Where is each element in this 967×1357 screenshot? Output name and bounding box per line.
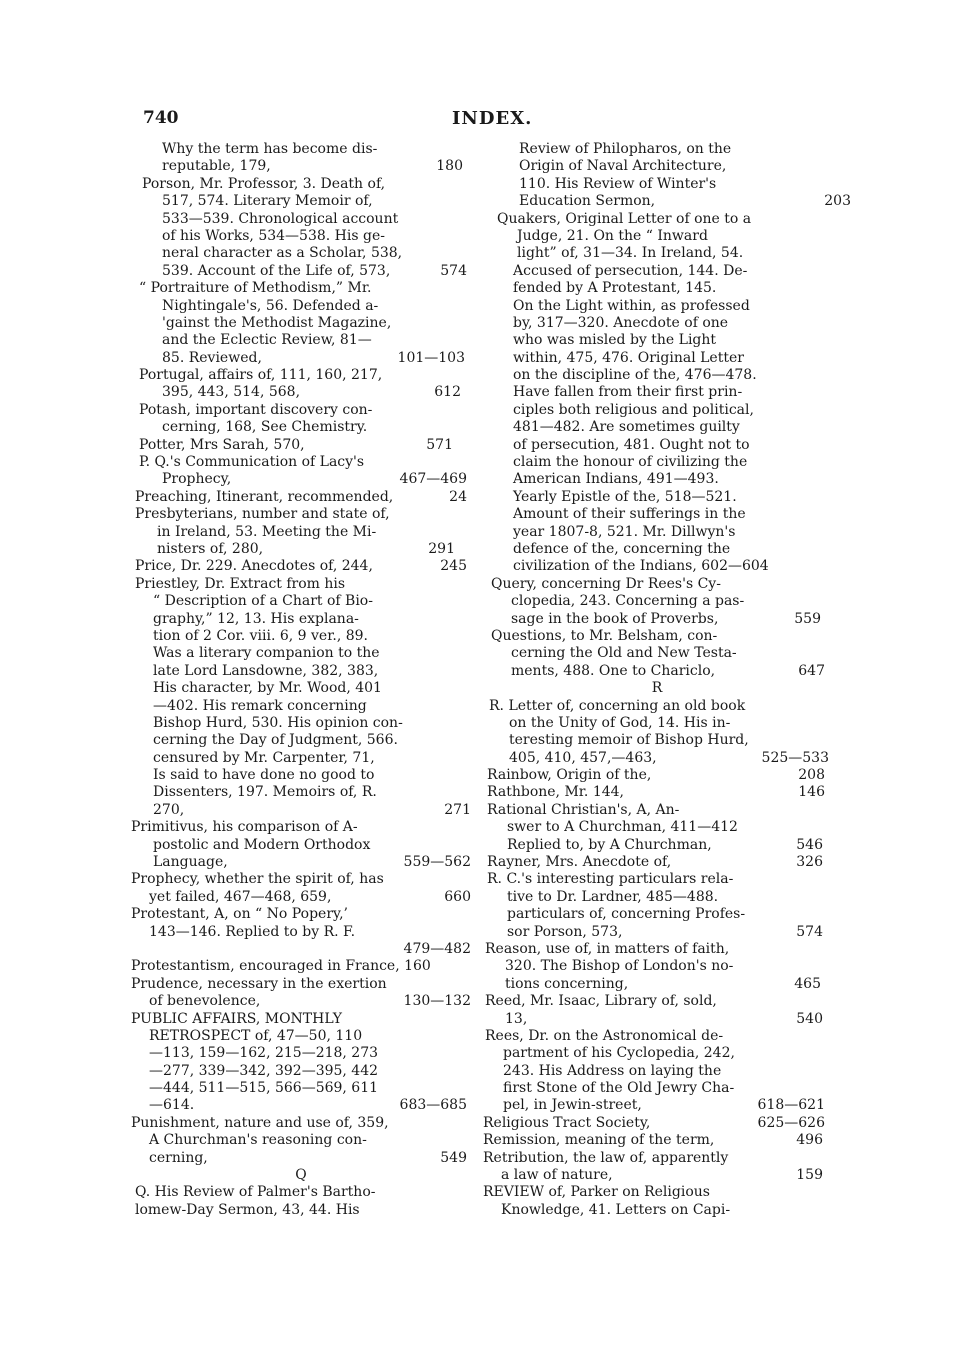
index-line [127,576,475,593]
page-reference: 326 [796,854,823,871]
index-entry-text: “ Portraiture of Methodism,” Mr. [139,280,372,297]
index-entry-text: Judge, 21. On the “ Inward [517,227,708,244]
index-line [127,245,475,262]
index-entry-text: Potter, Mrs Sarah, 570, [139,436,305,453]
index-line [127,489,475,506]
page-reference: 146 [798,784,825,801]
index-entry-text: R. Letter of, concerning an old book [489,697,746,714]
index-entry-text: cerning the Day of Judgment, 566. [153,732,398,749]
index-entry-text: Primitivus, his comparison of A- [131,819,358,836]
index-entry-text: defence of the, concerning the [513,540,731,557]
index-entry-text: “ Description of a Chart of Bio- [153,593,373,610]
index-line [483,628,831,645]
index-entry-text: neral character as a Scholar, 538, [162,245,403,262]
index-line [127,593,475,610]
index-entry-text: 13, [505,1010,528,1027]
index-line [483,576,831,593]
index-line [483,193,851,210]
index-entry-text: swer to A Churchman, 411—412 [507,819,738,836]
index-line [127,280,475,297]
page-reference: 683—685 [399,1097,467,1114]
index-entry-text: particulars of, concerning Profes- [507,906,746,923]
index-line [483,367,831,384]
index-entry-text: PUBLIC AFFAIRS, MONTHLY [131,1010,342,1027]
index-line [127,454,475,471]
index-entry-text: Rees, Dr. on the Astronomical de- [485,1027,724,1044]
index-line [483,524,831,541]
index-entry-text: Rainbow, Origin of the, [487,767,652,784]
index-line [483,1063,831,1080]
index-entry-text: P. Q.'s Communication of Lacy's [139,454,365,471]
index-line [127,750,475,767]
index-entry-text: civilization of the Indians, 602—604 [513,558,769,575]
index-entry-text: 539. Account of the Life of, 573, [162,262,391,279]
index-entry-text: a law of nature, [501,1167,613,1184]
index-line [483,1184,831,1201]
index-entry-text: Price, Dr. 229. Anecdotes of, 244, [135,558,373,575]
index-line [127,715,475,732]
index-entry-text: reputable, 179, [162,158,271,175]
index-line [483,958,831,975]
index-entry-text: 110. His Review of Winter's [519,175,717,192]
index-line [483,454,831,471]
index-line [483,819,831,836]
index-line [127,1063,475,1080]
index-line [127,1115,475,1132]
index-entry-text: 533—539. Chronological account [162,210,399,227]
index-line [483,402,831,419]
index-entry-text: lomew-Day Sermon, 43, 44. His [135,1201,360,1218]
index-line [127,558,475,575]
index-line [483,384,831,401]
index-entry-text: 517, 574. Literary Memoir of, [162,193,373,210]
index-line [127,767,475,784]
index-line [127,193,475,210]
index-entry-text: teresting memoir of Bishop Hurd, [509,732,749,749]
index-line [127,784,475,801]
index-entry-text: Rathbone, Mr. 144, [487,784,625,801]
page-reference: 159 [796,1167,823,1184]
page-reference: 618—621 [757,1097,825,1114]
page-reference: 203 [824,193,851,210]
index-line [483,854,831,871]
index-entry-text: sage in the book of Proverbs, [511,610,719,627]
index-line [483,663,831,680]
index-entry-text: 405, 410, 457,—463, [509,749,657,766]
index-line [127,680,475,697]
index-entry-text: 143—146. Replied to by R. F. [149,923,356,940]
page-reference: 660 [444,888,471,905]
index-line [483,1028,831,1045]
index-entry-text: 270, [153,801,185,818]
index-line [127,889,475,906]
index-entry-text: light” of, 31—34. In Ireland, 54. [517,245,744,262]
index-line [483,211,831,228]
index-line [127,663,475,680]
page-reference: 574 [796,923,823,940]
page-number: 740 [143,108,179,128]
page-reference: 130—132 [403,993,471,1010]
index-line [483,924,831,941]
index-line [127,645,475,662]
page-reference: 540 [796,1010,823,1027]
index-line [483,350,831,367]
index-line [483,1045,831,1062]
index-entry-text: postolic and Modern Orthodox [153,836,371,853]
index-line [127,471,475,488]
index-entry-text: of his Works, 534—538. His ge- [162,227,385,244]
index-line [127,402,475,419]
index-entry-text: Review of Philopharos, on the [519,141,732,157]
index-entry-text: year 1807-8, 521. Mr. Dillwyn's [513,523,736,540]
page-header [0,108,967,134]
index-entry-text: tive to Dr. Lardner, 485—488. [507,888,719,905]
index-entry-text: Preaching, Itinerant, recommended, [135,488,394,505]
page-reference: 574 [440,262,467,279]
index-line [483,332,831,349]
index-line [127,541,475,558]
index-line [127,1011,475,1028]
running-title: INDEX. [452,108,533,129]
index-line [483,837,831,854]
index-entry-text: A Churchman's reasoning con- [149,1132,367,1149]
index-line [483,941,831,958]
index-line [483,1097,831,1114]
index-line [127,228,475,245]
index-line [127,958,475,975]
index-entry-text: Prophecy, [162,471,232,488]
index-entry-text: by, 317—320. Anecdote of one [513,314,729,331]
index-line [483,715,831,732]
page-reference: 24 [449,488,467,505]
index-entry-text: —402. His remark concerning [153,697,367,714]
index-line [483,1115,831,1132]
page-reference: 559—562 [403,854,471,871]
index-entry-text: —277, 339—342, 392—395, 442 [149,1062,379,1079]
index-entry-text: Reed, Mr. Isaac, Library of, sold, [485,993,717,1010]
index-entry-text: Q. His Review of Palmer's Bartho- [135,1184,376,1201]
index-line [483,593,831,610]
index-line [127,1184,475,1201]
index-entry-text: within, 475, 476. Original Letter [513,349,744,366]
index-line [483,732,831,749]
letter-heading [127,1167,475,1184]
index-line [483,280,831,297]
index-line [127,871,475,888]
index-line [127,819,475,836]
index-line [483,871,831,888]
index-entry-text: Replied to, by A Churchman, [507,836,712,853]
index-entry-text: Was a literary companion to the [153,645,380,662]
index-entry-text: who was misled by the Light [513,332,717,349]
page-reference: 549 [440,1149,467,1166]
index-entry-text: Portugal, affairs of, 111, 160, 217, [139,367,383,384]
index-entry-text: nisters of, 280, [157,540,264,557]
index-line [127,332,475,349]
index-entry-text: 395, 443, 514, 568, [162,384,301,401]
index-entry-text: 85. Reviewed, [162,349,262,366]
letter-heading [483,680,831,697]
index-entry-text: 243. His Address on laying the [503,1062,722,1079]
index-line [483,419,831,436]
index-entry-text: R. C.'s interesting particulars rela- [487,871,734,888]
index-line [127,628,475,645]
index-entry-text: Have fallen from their first prin- [513,384,743,401]
index-line [483,471,831,488]
index-line [127,854,475,871]
index-entry-text: —444, 511—515, 566—569, 611 [149,1080,379,1097]
index-entry-text: Bishop Hurd, 530. His opinion con- [153,714,403,731]
index-line [127,1080,475,1097]
page-reference: 101—103 [397,349,465,366]
index-line [127,837,475,854]
index-line [127,698,475,715]
index-entry-text: R [651,680,663,697]
index-entry-text: yet failed, 467—468, 659, [149,888,332,905]
index-line [483,315,831,332]
index-line [127,141,475,158]
index-line [127,524,475,541]
index-line [127,1132,475,1149]
index-entry-text: —113, 159—162, 215—218, 273 [149,1045,379,1062]
index-line [483,611,831,628]
index-entry-text: Prudence, necessary in the exertion [131,975,387,992]
index-entry-text: Priestley, Dr. Extract from his [135,575,346,592]
index-entry-text: in Ireland, 53. Meeting the Mi- [157,523,377,540]
index-entry-text: sor Porson, 573, [507,923,623,940]
index-entry-text: Knowledge, 41. Letters on Capi- [501,1201,731,1218]
page-reference: 467—469 [399,471,467,488]
index-entry-text: cerning, 168, See Chemistry. [162,419,368,436]
index-line [483,506,831,523]
index-line [127,350,475,367]
index-line [483,767,831,784]
index-entry-text: Rayner, Mrs. Anecdote of, [487,854,672,871]
index-line [483,245,831,262]
index-line [127,611,475,628]
index-line [483,976,831,993]
index-line [127,1150,475,1167]
index-entry-text: fended by A Protestant, 145. [513,280,717,297]
index-entry-text: pel, in Jewin-street, [503,1097,642,1114]
index-entry-text: On the Light within, as professed [513,297,750,314]
index-entry-text: and the Eclectic Review, 81— [162,332,372,349]
page-reference: 559 [794,610,821,627]
index-entry-text: tion of 2 Cor. viii. 6, 9 ver., 89. [153,627,368,644]
index-line [483,158,831,175]
index-line [127,802,475,819]
index-line [483,141,831,158]
index-line [483,298,831,315]
index-entry-text: Rational Christian's, A, An- [487,801,680,818]
index-entry-text: ciples both religious and political, [513,401,754,418]
index-line [127,941,475,958]
index-line [483,906,831,923]
index-entry-text: 'gainst the Methodist Magazine, [162,314,392,331]
index-line [127,506,475,523]
index-entry-text: censured by Mr. Carpenter, 71, [153,749,375,766]
index-line [127,315,475,332]
page-reference: 612 [434,384,461,401]
index-entry-text: Quakers, Original Letter of one to a [497,210,752,227]
index-entry-text: partment of his Cyclopedia, 242, [503,1045,735,1062]
index-line [483,558,831,575]
index-entry-text: Porson, Mr. Professor, 3. Death of, [142,175,386,192]
page-reference: 647 [798,662,825,679]
index-line [127,993,475,1010]
index-entry-text: Religious Tract Society, [483,1114,651,1131]
index-line [127,176,475,193]
index-line [483,1132,831,1149]
page-reference: 479—482 [403,940,471,957]
page-reference: 208 [798,767,825,784]
page-reference: 625—626 [757,1114,825,1131]
index-entry-text: American Indians, 491—493. [513,471,719,488]
page-reference: 496 [796,1132,823,1149]
index-line [483,176,831,193]
index-entry-text: of persecution, 481. Ought not to [513,436,750,453]
index-entry-text: Origin of Naval Architecture, [519,158,727,175]
index-line [483,437,831,454]
index-line [483,784,831,801]
index-column-left [127,141,475,1219]
index-line [483,263,831,280]
index-line [483,698,831,715]
page-reference: 291 [428,540,455,557]
index-entry-text: graphy,” 12, 13. His explana- [153,610,359,627]
index-line [483,1202,831,1219]
page-reference: 571 [426,436,453,453]
index-line [483,645,831,662]
index-entry-text: Reason, use of, in matters of faith, [485,940,730,957]
index-line [483,802,831,819]
index-line [127,158,475,175]
index-entry-text: Q [295,1167,307,1184]
index-line [127,1202,475,1219]
index-line [127,367,475,384]
index-entry-text: tions concerning, [505,975,629,992]
index-entry-text: clopedia, 243. Concerning a pas- [511,593,745,610]
index-entry-text: Query, concerning Dr Rees's Cy- [491,575,721,592]
index-line [127,298,475,315]
page-reference: 465 [794,975,821,992]
index-line [483,1080,831,1097]
index-line [127,1045,475,1062]
index-line [127,906,475,923]
index-entry-text: REVIEW of, Parker on Religious [483,1184,710,1201]
index-line [127,976,475,993]
page-reference: 525—533 [761,749,829,766]
index-entry-text: Is said to have done no good to [153,767,375,784]
index-entry-text: Amount of their sufferings in the [513,506,746,523]
index-line [483,1011,831,1028]
index-line [127,924,475,941]
index-entry-text: Presbyterians, number and state of, [135,506,390,523]
index-entry-text: Nightingale's, 56. Defended a- [162,297,379,314]
index-line [127,211,475,228]
index-line [127,419,475,436]
page-reference: 271 [444,801,471,818]
index-line [483,1150,831,1167]
index-entry-text: Education Sermon, [519,193,656,210]
index-entry-text: Potash, important discovery con- [139,401,373,418]
index-entry-text: Language, [153,854,228,871]
index-line [483,889,831,906]
index-entry-text: Retribution, the law of, apparently [483,1149,729,1166]
index-entry-text: of benevolence, [149,993,261,1010]
index-entry-text: Protestant, A, on “ No Popery,’ [131,906,348,923]
index-entry-text: Remission, meaning of the term, [483,1132,715,1149]
index-line [127,1097,475,1114]
index-line [127,437,475,454]
index-line [127,1028,475,1045]
index-entry-text: Questions, to Mr. Belsham, con- [491,627,718,644]
index-line [483,228,831,245]
page-reference: 245 [440,558,467,575]
index-entry-text: first Stone of the Old Jewry Cha- [503,1080,735,1097]
index-entry-text: His character, by Mr. Wood, 401 [153,680,382,697]
index-entry-text: on the Unity of God, 14. His in- [509,714,731,731]
index-entry-text: Dissenters, 197. Memoirs of, R. [153,784,377,801]
index-line [127,384,475,401]
index-line [127,263,475,280]
page-reference: 546 [796,836,823,853]
index-entry-text: Accused of persecution, 144. De- [513,262,748,279]
index-entry-text: 320. The Bishop of London's no- [505,958,734,975]
index-line [483,750,831,767]
index-line [127,732,475,749]
index-line [483,489,831,506]
index-entry-text: ments, 488. One to Chariclo, [511,662,716,679]
index-entry-text: Yearly Epistle of the, 518—521. [513,488,737,505]
index-entry-text: RETROSPECT of, 47—50, 110 [149,1027,363,1044]
index-entry-text: late Lord Lansdowne, 382, 383, [153,662,379,679]
index-entry-text: cerning the Old and New Testa- [511,645,737,662]
page-reference: 180 [436,158,463,175]
index-line [483,1167,831,1184]
index-entry-text: Protestantism, encouraged in France, 160 [131,958,431,975]
index-entry-text: Why the term has become dis- [162,141,378,157]
index-entry-text: —614. [149,1097,195,1114]
index-entry-text: Punishment, nature and use of, 359, [131,1114,389,1131]
index-line [483,541,831,558]
index-entry-text: on the discipline of the, 476—478. [513,367,757,384]
index-line [483,993,831,1010]
index-entry-text: claim the honour of civilizing the [513,454,748,471]
index-entry-text: 481—482. Are sometimes guilty [513,419,740,436]
index-column-right [483,141,851,1219]
index-entry-text: cerning, [149,1149,208,1166]
index-entry-text: Prophecy, whether the spirit of, has [131,871,384,888]
